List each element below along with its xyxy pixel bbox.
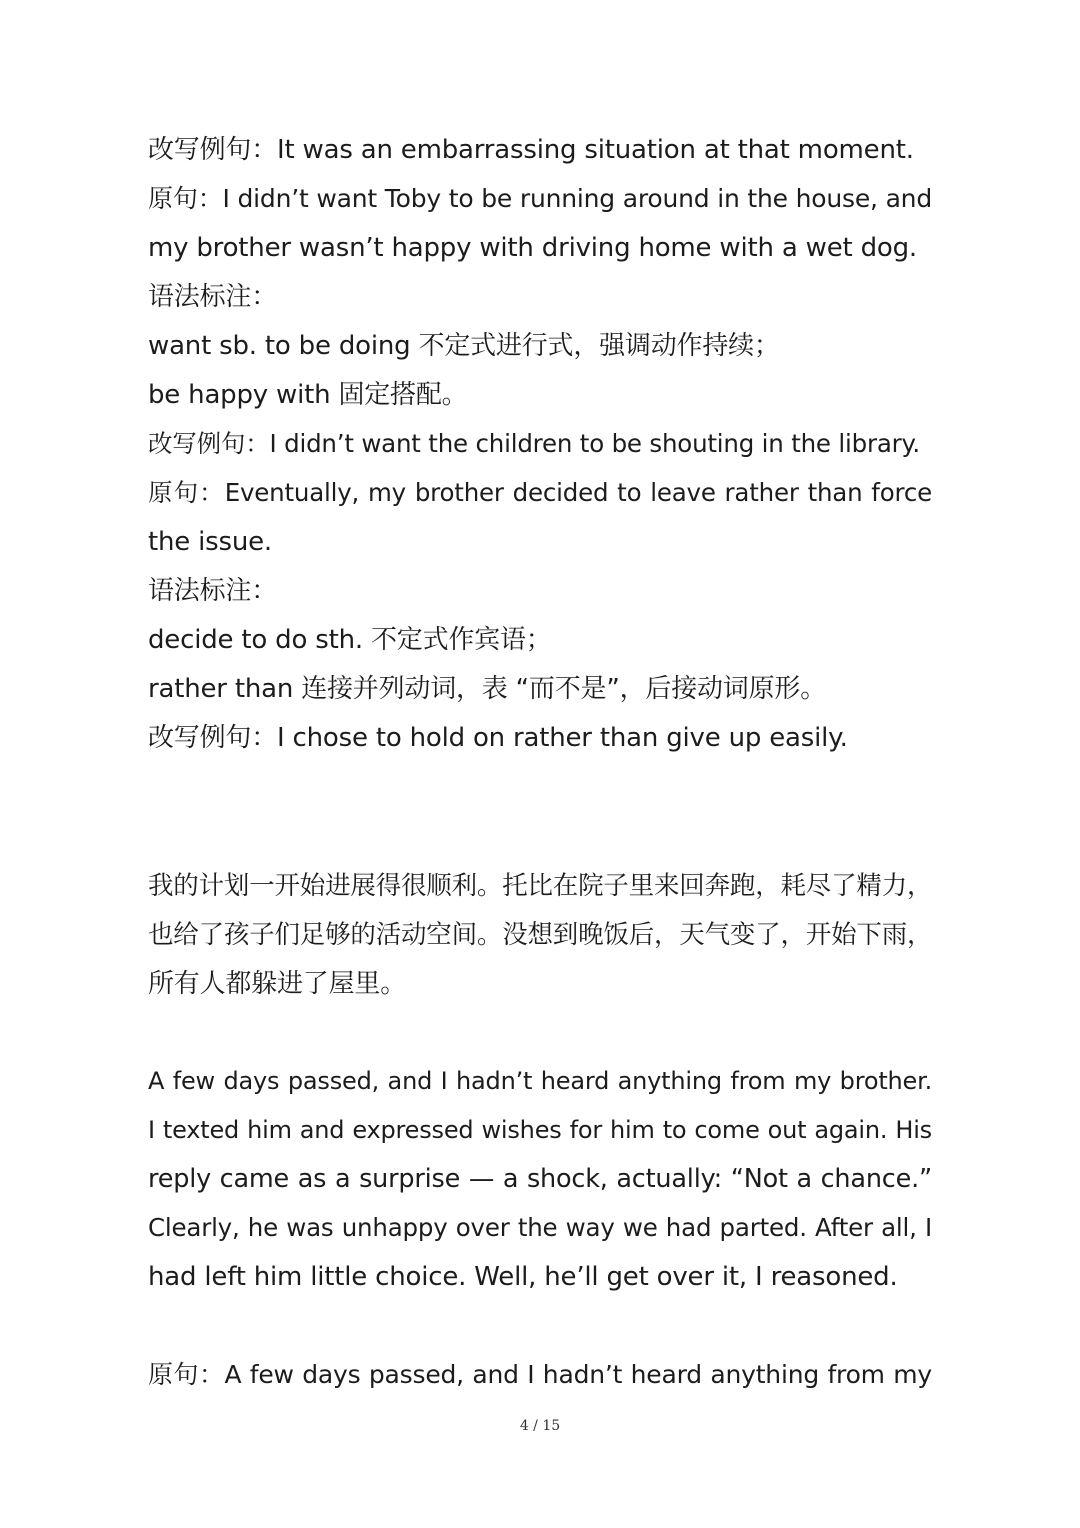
original-sentence-3-line-1: 原句：A few days passed, and I hadn’t heard anything from my [148, 1360, 932, 1389]
original-sentence-2-line-1: 原句：Eventually, my brother decided to leave rather than force [148, 478, 932, 507]
grammar-note-heading-2: 语法标注： [148, 576, 278, 606]
original-sentence-1-line-2: my brother wasn’t happy with driving home with a wet dog. [148, 233, 917, 263]
english-paragraph-line-2: I texted him and expressed wishes for him to come out again. His [148, 1116, 932, 1144]
english-paragraph-line-5: had left him little choice. Well, he’ll get over it, I reasoned. [148, 1262, 898, 1292]
original-sentence-1-line-1: 原句：I didn’t want Toby to be running around in the house, and [148, 184, 932, 213]
rewrite-example-2: 改写例句：I didn’t want the children to be shouting in the library. [148, 429, 920, 458]
english-paragraph-line-1: A few days passed, and I hadn’t heard anything from my brother. [148, 1067, 932, 1095]
rewrite-example-1: 改写例句：It was an embarrassing situation at that moment. [148, 135, 914, 165]
chinese-paragraph-line-2: 也给了孩子们足够的活动空间。没想到晚饭后，天气变了，开始下雨， [148, 920, 933, 950]
page-number: 4 / 15 [519, 1418, 561, 1434]
grammar-note-2-item-1: decide to do sth. 不定式作宾语； [148, 625, 552, 655]
english-paragraph-line-4: Clearly, he was unhappy over the way we had parted. After all, I [148, 1213, 932, 1242]
chinese-paragraph-line-3: 所有人都躲进了屋里。 [148, 969, 407, 999]
grammar-note-1-item-2: be happy with 固定搭配。 [148, 380, 468, 410]
grammar-note-2-item-2: rather than 连接并列动词，表 “而不是”，后接动词原形。 [148, 674, 826, 704]
original-sentence-2-line-2: the issue. [148, 527, 272, 557]
chinese-paragraph-line-1: 我的计划一开始进展得很顺利。托比在院子里来回奔跑，耗尽了精力， [148, 871, 933, 901]
english-paragraph-line-3: reply came as a surprise — a shock, actually: “Not a chance.” [148, 1164, 932, 1194]
grammar-note-heading-1: 语法标注： [148, 282, 278, 312]
rewrite-example-3: 改写例句：I chose to hold on rather than give up easily. [148, 723, 848, 753]
grammar-note-1-item-1: want sb. to be doing 不定式进行式，强调动作持续； [148, 331, 780, 361]
